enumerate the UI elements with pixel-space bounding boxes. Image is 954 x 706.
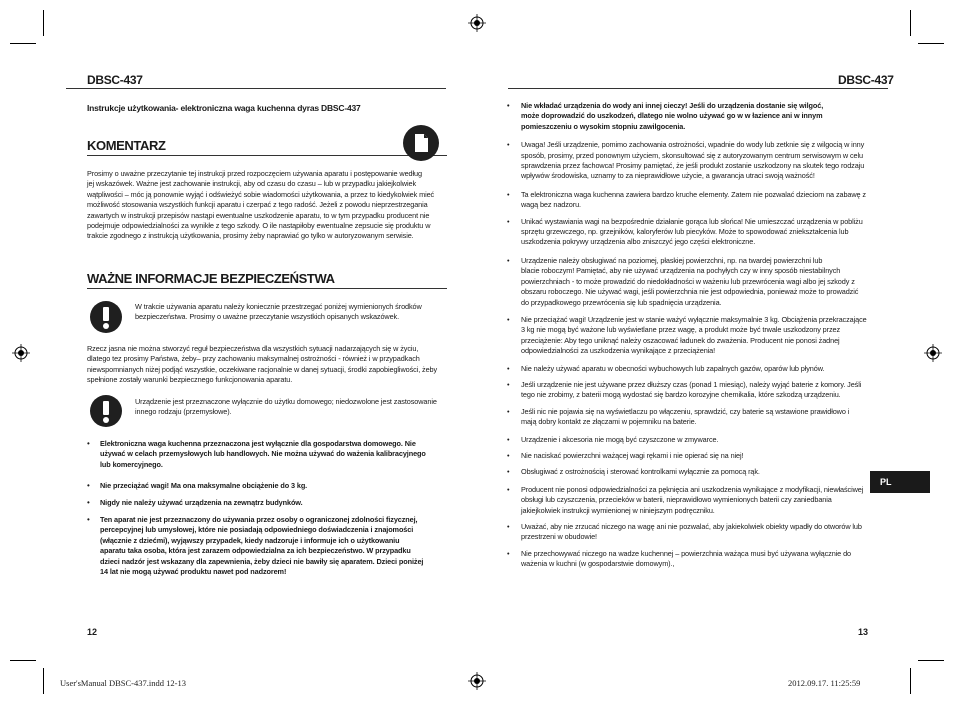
bullet-icon: • [507,467,510,477]
list-item [507,549,872,570]
list-item [507,467,872,477]
text-line: Uwaga! Jeśli urządzenie, pomimo zachowania ostrożności, wpadnie do wody lub zetknie się z wilgocią w inny [521,140,865,150]
page-number-right: 13 [858,627,869,637]
safety-paragraph [87,344,447,386]
text-line: Nie wkładać urządzenia do wody ani innej cieczy! Jeśli do urządzenia dostanie się wilgoć, [521,101,824,110]
registration-mark-icon [924,344,942,362]
text-line: wagą bez nadzoru. [521,200,581,210]
list-item [507,101,872,132]
text-line: dzieci nadzór jest wskazany dla zapewnienia, żeby dzieci nie bawiły się aparatem. Dzieci poniżej [100,556,424,566]
crop-mark [43,668,44,694]
text-line: Nigdy nie należy używać urządzenia na zewnątrz budynków. [100,498,303,507]
list-item [507,522,872,543]
text-line: spełnione zostały warunki bezpiecznego funkcjonowania aparatu. [87,375,293,385]
text-line: Ta elektroniczna waga kuchenna zawiera bardzo kruche elementy. Zatem nie pozwalać dzieciom na zabawę z [521,189,866,199]
text-line: podejmuje odpowiedzialności za wynikłe z tego szkody. O ile nastąpiłoby ewentualne zepsucie się produktu w [87,221,431,231]
text-line: Nie należy używać aparatu w obecności wybuchowych lub zapalnych gazów, oparów lub płynów. [521,363,825,373]
list-item [507,140,872,182]
text-line: trakcie zgodnego z instrukcją użytkowania, prosimy żeby naprawiać go tylko w autoryzowanym serwisie. [87,231,414,241]
section-title-komentarz: KOMENTARZ [87,138,166,153]
text-line: sprawdzenia przez fachowca! Prosimy pamiętać, że jeśli produkt zostanie uszkodzony na skutek tego rodzaju [521,161,865,171]
bullet-icon: • [507,216,510,226]
list-item [507,315,872,357]
text-line: tego nie zrobimy, z baterii mogą wydostać się bardzo korozyjne chemikalia, które szkodzą urządzeniu. [521,390,841,400]
registration-mark-icon [468,14,486,32]
text-line: sprzętu grzewczego, np. grzejników, kaloryferów lub piecyków. Może to spowodować zniekształcenia lub [521,227,849,237]
list-item [507,435,872,445]
warning-1-text [135,302,445,323]
crop-mark [910,668,911,694]
text-line: percepcyjnej lub umysłowej, które nie posiadają odpowiedniego doświadczenia i znajomości [100,525,414,535]
bullet-icon: • [507,255,510,265]
header-rule-right [508,88,888,89]
text-line: W trakcie używania aparatu należy koniecznie przestrzegać poniżej wymienionych środków [135,302,422,311]
crop-mark [43,10,44,36]
safety-list [507,101,872,570]
footer-file-name: User'sManual DBSC-437.indd 12-13 [60,678,186,688]
text-line: (włącznie z dziećmi), wyjąwszy przypadek, kiedy nadzoruje i informuje ich o użytkowaniu [100,535,400,545]
komentarz-paragraph [87,169,447,242]
text-line: dlatego tez prosimy Państwa, żeby– przy zachowaniu maksymalnej ostrożności - również i w przypadkach [87,354,420,364]
language-tab: PL [870,471,930,493]
text-line: możliwość stosowania wszystkich funkcji aparatu i czerpać z tego radość. Jeżeli z powodu nieprzestrzegania [87,200,428,210]
text-line: zawartych w instrukcji przepisów nastąpi ewentualne uszkodzenie aparatu, to w tym przypadku producent nie [87,210,430,220]
text-line: używać w celach przemysłowych lub handlowych. Nie można używać do ważenia kalibracyjnego [100,449,426,459]
text-line: Nie naciskać powierzchni ważącej wagi rękami i nie opierać się na niej! [521,450,744,460]
text-line: odpowiedzialności za uszkodzenia wynikające z przeciążenia! [521,346,716,356]
bullet-icon: • [507,484,510,494]
text-line: Urządzenie należy obsługiwać na poziomej, płaskiej powierzchni, np. na twardej powierzchni lub [521,255,823,265]
list-item [507,380,872,401]
text-line: Ten aparat nie jest przeznaczony do używania przez osoby o ograniczonej zdolności fizycznej, [100,515,418,524]
text-line: do przypadkowego przewrócenia się lub spadnięcia urządzenia. [521,297,722,307]
text-line: sposób, prosimy, przed ponownym użyciem, skonsultować się z autoryzowanym centrum serwisowym w celu [521,150,863,160]
warning-2-text [135,397,445,418]
registration-mark-icon [12,344,30,362]
bullet-icon: • [507,314,510,324]
bullet-icon: • [507,406,510,416]
text-line: Jeśli urządzenie nie jest używane przez dłuższy czas (ponad 1 miesiąc), należy wyjąć baterie z komory. Jeśli [521,379,862,389]
crop-mark [10,43,36,44]
text-line: obszaru roboczego. Nie używać wagi, jeśli powierzchnia nie jest odpowiednia, ponieważ może to prowadzić [521,287,859,297]
bullet-icon: • [507,189,510,199]
document-subtitle: Instrukcje użytkowania- elektroniczna waga kuchenna dyras DBSC-437 [87,103,361,113]
text-line: przeciążenie: Aby tego uniknąć należy oszacować ładunek do zważenia. Producent nie ponosi żadnej [521,335,840,345]
text-line: innego rodzaju (przemysłowe). [135,407,232,417]
text-line: Prosimy o uważne przeczytanie tej instrukcji przed rozpoczęciem używania aparatu i postępowanie według [87,169,422,178]
bullet-icon: • [87,439,90,448]
bullet-icon: • [507,450,510,460]
bullet-icon: • [87,498,90,507]
section-rule [87,288,447,289]
list-item [100,439,450,470]
text-line: przestrzeni w obudowie! [521,532,597,542]
bullet-icon: • [87,515,90,524]
text-line: Obsługiwać z ostrożnością i sterować kontrolkami wyłącznie za pomocą rąk. [521,467,760,477]
text-line: powierzchniach - to może prowadzić do niedokładności w ważeniu lub przewrócenia wagi albo jej szkody z [521,276,855,286]
list-item [507,217,872,248]
model-header-right: DBSC-437 [838,73,894,87]
crop-mark [918,43,944,44]
bullet-icon: • [507,379,510,389]
text-line: ważenia w kuchni (w gospodarstwie domowym)., [521,559,675,569]
text-line: bezpieczeństwa. Prosimy o uważne przeczytanie wszystkich opisanych wskazówek. [135,312,400,322]
exclamation-icon [90,301,122,333]
header-rule-left [66,88,446,89]
document-icon [403,125,439,161]
section-title-safety: WAŻNE INFORMACJE BEZPIECZEŃSTWA [87,271,335,286]
text-line: uszkodzenia pokrywy urządzenia albo zniszczyć jego części elektroniczne. [521,237,756,247]
crop-mark [10,660,36,661]
text-line: aparatu taka osoba, która jest zarazem odpowiedzialna za ich bezpieczeństwo. W przypadku [100,546,411,556]
bullet-icon: • [507,101,510,110]
registration-mark-icon [468,672,486,690]
text-line: Urządzenie i akcesoria nie mogą być czyszczone w zmywarce. [521,434,719,444]
text-line: Rzecz jasna nie można stworzyć reguł bezpieczeństwa dla wszystkich sytuacji nadarzających się w życiu, [87,344,419,353]
text-line: jej wskazówek. Ważne jest zachowanie instrukcji, aby od czasu do czasu – lub w przypadku jakiejkolwiek [87,179,416,189]
section-rule [87,155,447,156]
text-line: blacie roboczym! Pamiętać, aby nie używać urządzenia na pochyłych czy w inny sposób niestabilnych [521,266,841,276]
bullet-icon: • [507,140,510,150]
text-line: mają dobry kontakt ze złączami w pojemniku na baterie. [521,417,697,427]
list-item [507,364,872,374]
list-item [100,481,450,491]
crop-mark [910,10,911,36]
text-line: wątpliwości – móc ją ponownie wyjąć i odświeżyć sobie wiadomości użytkowania, a przez to kiedykolwiek mieć [87,189,435,199]
text-line: Uważać, aby nie zrzucać niczego na wagę ani nie pozwalać, aby jakiekolwiek obiekty wpadły do otworów lub [521,522,862,531]
list-item [507,407,872,428]
text-line: Nie przeciążać wagi! Ma ona maksymalne obciążenie do 3 kg. [100,481,308,490]
model-header-left: DBSC-437 [87,73,143,87]
text-line: obsługi lub czyszczenia, przecieków w baterii, nieprawidłowo wymienionych baterii czy zaniedbania [521,495,832,505]
text-line: Jeśli nic nie pojawia się na wyświetlaczu po włączeniu, sprawdzić, czy baterie są wstawione prawidłowo i [521,406,850,416]
bullet-icon: • [507,548,510,558]
text-line: niewspomnianych niżej podjąć wszystkie, oczekiwane racjonalnie w danej sytuacji, środki zapobiegliwości, żeby [87,364,438,374]
list-item [100,515,450,577]
list-item [507,190,872,211]
text-line: pomieszczeniu o wysokim stopniu zawilgocenia. [521,121,686,131]
text-line: Producent nie ponosi odpowiedzialności za pęknięcia ani uszkodzenia wynikające z modyfikacji, niewłaściwej [521,484,864,494]
text-line: może doprowadzić do uszkodzeń, dlatego nie wolno używać go w w łazience ani w innym [521,111,823,121]
text-line: Urządzenie jest przeznaczone wyłącznie do użytku domowego; niedozwolone jest zastosowanie [135,397,437,406]
text-line: jakiejkolwiek instrukcji wymienionej w niniejszym podręczniku. [521,505,715,515]
footer-timestamp: 2012.09.17. 11:25:59 [788,678,861,688]
bullet-icon: • [507,363,510,373]
text-line: Nie przechowywać niczego na wadze kuchennej – powierzchnia ważąca musi być używana wyłącznie do [521,548,851,558]
text-line: 3 kg nie mogą być ważone lub wyświetlane przez wagę, a produkt może być trwale uszkodzony przez [521,325,841,335]
text-line: wpływów środowiska, uznamy to za nieprawidłowe użycie, a gwarancja utraci swoją ważność! [521,171,815,181]
list-item [100,498,450,508]
text-line: Elektroniczna waga kuchenna przeznaczona jest wyłącznie dla gospodarstwa domowego. Nie [100,439,416,448]
list-item [507,451,872,461]
list-item [507,256,872,308]
bullet-icon: • [507,434,510,444]
text-line: Nie przeciążać wagi! Urządzenie jest w stanie ważyć wyłącznie maksymalnie 3 kg. Obciążenia przekraczające [521,314,867,324]
exclamation-icon [90,395,122,427]
text-line: lub komercyjnego. [100,459,163,469]
bullet-icon: • [87,481,90,490]
text-line: Unikać wystawiania wagi na bezpośrednie działanie gorąca lub słońca! Nie umieszczać urządzenia w pobliżu [521,216,863,226]
list-item [507,485,872,516]
text-line: 14 lat nie mogą używać produktu nawet pod nadzorem! [100,567,287,577]
crop-mark [918,660,944,661]
bullet-icon: • [507,522,510,531]
page-number-left: 12 [87,627,98,637]
